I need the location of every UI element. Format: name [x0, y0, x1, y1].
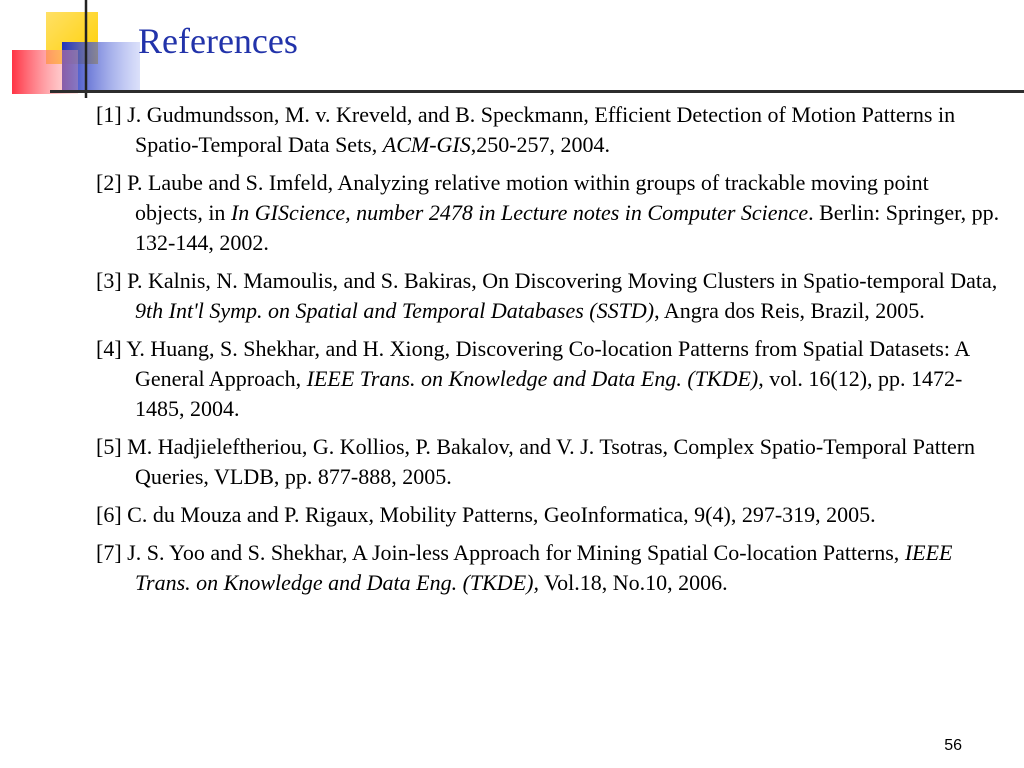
reference-text: C. du Mouza and P. Rigaux, Mobility Patterns, GeoInformatica, 9(4), 297-319, 2005.: [127, 502, 876, 527]
reference-item: [96, 432, 1001, 492]
reference-venue: In GIScience, number 2478 in Lecture notes in Computer Science: [230, 200, 809, 225]
reference-item: [96, 266, 1001, 326]
reference-details: Vol.18, No.10, 2006.: [538, 570, 728, 595]
reference-venue: IEEE Trans. on Knowledge and Data Eng. (TKDE): [306, 366, 759, 391]
reference-item: [96, 100, 1001, 160]
logo-red-block: [12, 50, 78, 94]
reference-label: [5]: [96, 434, 122, 459]
page-title: References: [138, 21, 298, 61]
reference-details: , Angra dos Reis, Brazil, 2005.: [654, 298, 925, 323]
reference-item: [96, 500, 1001, 530]
reference-venue: IEEE Trans. on Knowledge and Data Eng. (TKDE),: [135, 540, 953, 595]
reference-label: [3]: [96, 268, 122, 293]
reference-text: J. Gudmundsson, M. v. Kreveld, and B. Speckmann, Efficient Detection of Motion Patterns in Spatio-Temporal Data Sets,: [127, 102, 956, 157]
reference-venue: 9th Int'l Symp. on Spatial and Temporal Databases (SSTD): [135, 298, 655, 323]
reference-item: [96, 334, 1001, 424]
reference-label: [6]: [96, 502, 122, 527]
reference-venue: ACM-GIS: [382, 132, 471, 157]
reference-label: [7]: [96, 540, 122, 565]
reference-list: [96, 100, 1001, 606]
reference-item: [96, 168, 1001, 258]
reference-label: [4]: [96, 336, 122, 361]
slide-logo: [0, 0, 140, 100]
reference-label: [2]: [96, 170, 122, 195]
reference-item: [96, 538, 1001, 598]
reference-details: , vol. 16(12), pp. 1472-1485, 2004.: [135, 366, 963, 421]
reference-text: J. S. Yoo and S. Shekhar, A Join-less Approach for Mining Spatial Co-location Patterns,: [127, 540, 905, 565]
reference-details: . Berlin: Springer, pp. 132-144, 2002.: [135, 200, 1000, 255]
reference-text: P. Kalnis, N. Mamoulis, and S. Bakiras, On Discovering Moving Clusters in Spatio-temporal Data,: [127, 268, 998, 293]
reference-text: P. Laube and S. Imfeld, Analyzing relative motion within groups of trackable moving point objects, in: [127, 170, 929, 225]
reference-details: ,250-257, 2004.: [470, 132, 611, 157]
page-number: 56: [944, 737, 962, 754]
reference-label: [1]: [96, 102, 122, 127]
reference-text: Y. Huang, S. Shekhar, and H. Xiong, Discovering Co-location Patterns from Spatial Datasets: A General Approach,: [126, 336, 969, 391]
reference-text: M. Hadjieleftheriou, G. Kollios, P. Bakalov, and V. J. Tsotras, Complex Spatio-Temporal Pattern Queries, VLDB, pp. 877-888, 2005.: [127, 434, 976, 489]
title-divider: [50, 90, 1024, 93]
